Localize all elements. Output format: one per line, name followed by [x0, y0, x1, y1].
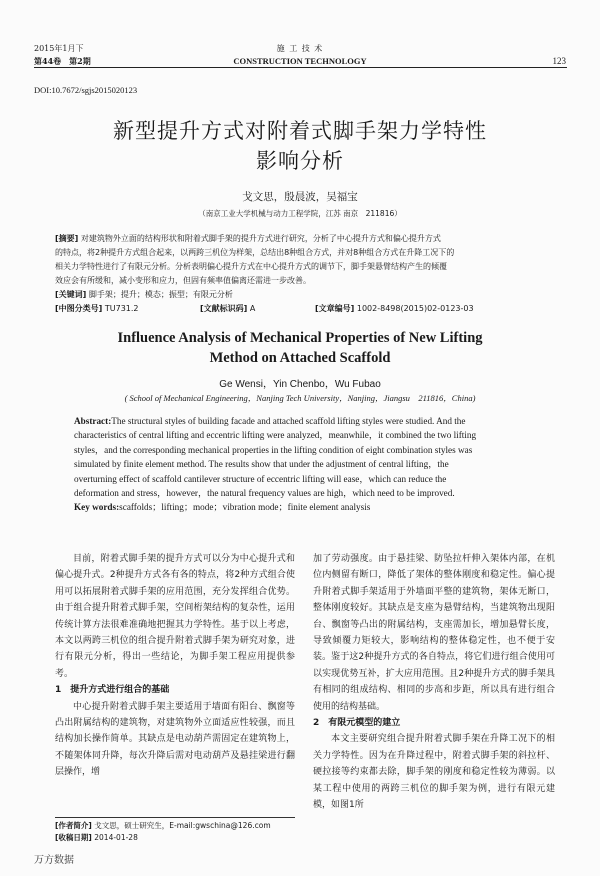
received-date [55, 832, 300, 844]
keywords-cn-label: [关键词] [55, 290, 87, 299]
abstract-cn-text: 对建筑物外立面的结构形状和附着式脚手架的提升方式进行研究，分析了中心提升方式和偏心提升方式 [80, 234, 441, 243]
article-number [315, 302, 474, 316]
received-date-value: 2014-01-28 [94, 833, 138, 842]
keywords-en [74, 500, 539, 514]
classification-value: TU731.2 [104, 304, 139, 313]
author-bio-text: 戈文思，硕士研究生，E-mail:gwschina@126.com [94, 821, 271, 830]
abstract-en-text: The structural styles of building facade and attached scaffold lifting styles were studied. And the [111, 416, 466, 426]
keywords-cn-text: 脚手架；提升；模态；振型；有限元分析 [88, 290, 233, 299]
journal-name-en: CONSTRUCTION TECHNOLOGY [233, 56, 367, 66]
author-bio [55, 820, 300, 832]
section-2-paragraph: 本文主要研究组合提升附着式脚手架在升降工况下的相关力学特性。因为在升降过程中，附着式脚手架的斜拉杆、硬拉接等约束都去除，脚手架的刚度和稳定性较为薄弱。以某工程中使用的两跨三机位的脚手架为例，进行有限元建模，如图1所 [313, 734, 555, 811]
classification-code [55, 302, 139, 316]
title-cn-line2: 影响分析 [256, 149, 344, 173]
keywords-cn [55, 288, 555, 302]
keywords-en-text: scaffolds；lifting；mode；vibration mode；finite element analysis [119, 502, 371, 513]
document-code-label: [文献标识码] [200, 304, 248, 313]
title-cn-line1: 新型提升方式对附着式脚手架力学特性 [113, 119, 487, 143]
section-heading-1: 1 提升方式进行组合的基础 [55, 685, 170, 696]
received-date-label: [收稿日期] [55, 833, 92, 842]
abstract-cn-line: 的特点，将2种提升方式组合起来，以两跨三机位为样架，总结出8种组合方式，并对8种组合方式在升降工况下的 [55, 248, 455, 257]
abstract-cn-line: 相关力学特性进行了有限元分析。分析表明偏心提升方式在中心提升方式的调节下，脚手架悬臂结构产生的倾覆 [55, 262, 447, 271]
abstract-en-label: Abstract: [74, 416, 112, 426]
article-number-value: 1002-8498(2015)02-0123-03 [356, 304, 474, 313]
affiliation-en: ( School of Mechanical Engineering，Nanjing Tech University，Nanjing，Jiangsu 211816，China) [124, 393, 476, 403]
abstract-cn-line: 效应会有所缓和，减小变形和应力，但固有频率值偏离还需进一步改善。 [55, 276, 311, 285]
affiliation-cn: （南京工业大学机械与动力工程学院，江苏 南京 211816） [198, 209, 402, 218]
title-en-line2: Method on Attached Scaffold [209, 350, 391, 366]
intro-paragraph: 目前，附着式脚手架的提升方式可以分为中心提升式和偏心提升式。2种提升方式各有各的特点，将2种方式组合使用可以拓展附着式脚手架的应用范围，充分发挥组合优势。由于组合提升附着式脚手架，空间桁架结构的复杂性，运用传统计算方法很难准确地把握其力学特性。基于以上考虑，本文以两跨三机位的组合提升附着式脚手架为研究对象，进行有限元分析，得出一些结论，为脚手架工程应用提供参考。 [55, 554, 295, 679]
authors-cn: 戈文思，殷晨波，吴福宝 [242, 191, 358, 203]
header-rule [34, 67, 567, 68]
abstract-en [74, 414, 539, 515]
abstract-en-line: characteristics of central lifting and eccentric lifting were analyzed，meanwhile，it combined the two lifting [74, 430, 477, 441]
authors-en: Ge Wensi，Yin Chenbo，Wu Fubao [219, 379, 381, 390]
author-bio-label: [作者简介] [55, 821, 92, 830]
abstract-en-line: deformation and stress，however，the natural frequency values are high，which need to be improved. [74, 488, 455, 499]
abstract-cn-line [55, 232, 555, 246]
page-number: 123 [552, 56, 566, 66]
section-heading-2: 2 有限元模型的建立 [313, 718, 401, 729]
abstract-en-line: styles，and the corresponding mechanical properties in the lifting condition of eight combination styles was [74, 444, 473, 455]
classification-row [55, 302, 555, 316]
title-en-line1: Influence Analysis of Mechanical Properties of New Lifting [117, 330, 483, 346]
classification-label: [中图分类号] [55, 304, 103, 313]
abstract-cn [55, 232, 555, 316]
body-left-column [55, 551, 295, 781]
footnote-rule [55, 817, 295, 818]
abstract-en-line: overturning effect of scaffold cantilever structure of eccentric lifting will ease，which can reduce the [74, 473, 447, 484]
continued-paragraph: 加了劳动强度。由于悬挂梁、防坠拉杆伸入架体内部，在机位内侧留有断口，降低了架体的整体刚度和稳定性。偏心提升附着式脚手架适用于外墙面平整的建筑物，架体无断口，整体刚度较好。其缺点是支座为悬臂结构，当建筑物出现阳台、飘窗等凸出的附属结构，支座需加长，增加悬臂长度，导致倾覆力矩较大，影响结构的整体稳定性，也不便于安装。鉴于这2种提升方式的各自特点，将它们进行组合使用可以实现优势互补，扩大应用范围。且2种提升方式的脚手架具有相同的组成结构、相同的步高和步距，所以具有进行组合使用的结构基础。 [313, 554, 555, 712]
document-code [200, 302, 255, 316]
journal-name-cn: 施 工 技 术 [276, 44, 324, 53]
volume-issue: 第44卷 第2期 [34, 56, 91, 66]
keywords-en-label: Key words: [74, 502, 120, 513]
abstract-en-line [74, 414, 539, 428]
body-right-column [313, 551, 555, 814]
doi: DOI:10.7672/sgjs2015020123 [34, 85, 138, 95]
section-1-paragraph: 中心提升附着式脚手架主要适用于墙面有阳台、飘窗等凸出附属结构的建筑物，对建筑物外立面适应性较强，而且结构加长操作简单。其缺点是电动葫芦需固定在建筑物上，不随架体同升降，每次升降后需对电动葫芦及悬挂梁进行翻层操作，增 [55, 701, 295, 778]
watermark: 万方数据 [34, 855, 74, 866]
document-code-value: A [249, 304, 256, 313]
article-number-label: [文章编号] [315, 304, 355, 313]
abstract-cn-label: [摘要] [55, 234, 79, 243]
footnote [55, 820, 300, 844]
issue-date: 2015年1月下 [34, 44, 84, 53]
abstract-en-line: simulated by finite element method. The results show that under the adjustment of central lifting，the [74, 459, 449, 470]
